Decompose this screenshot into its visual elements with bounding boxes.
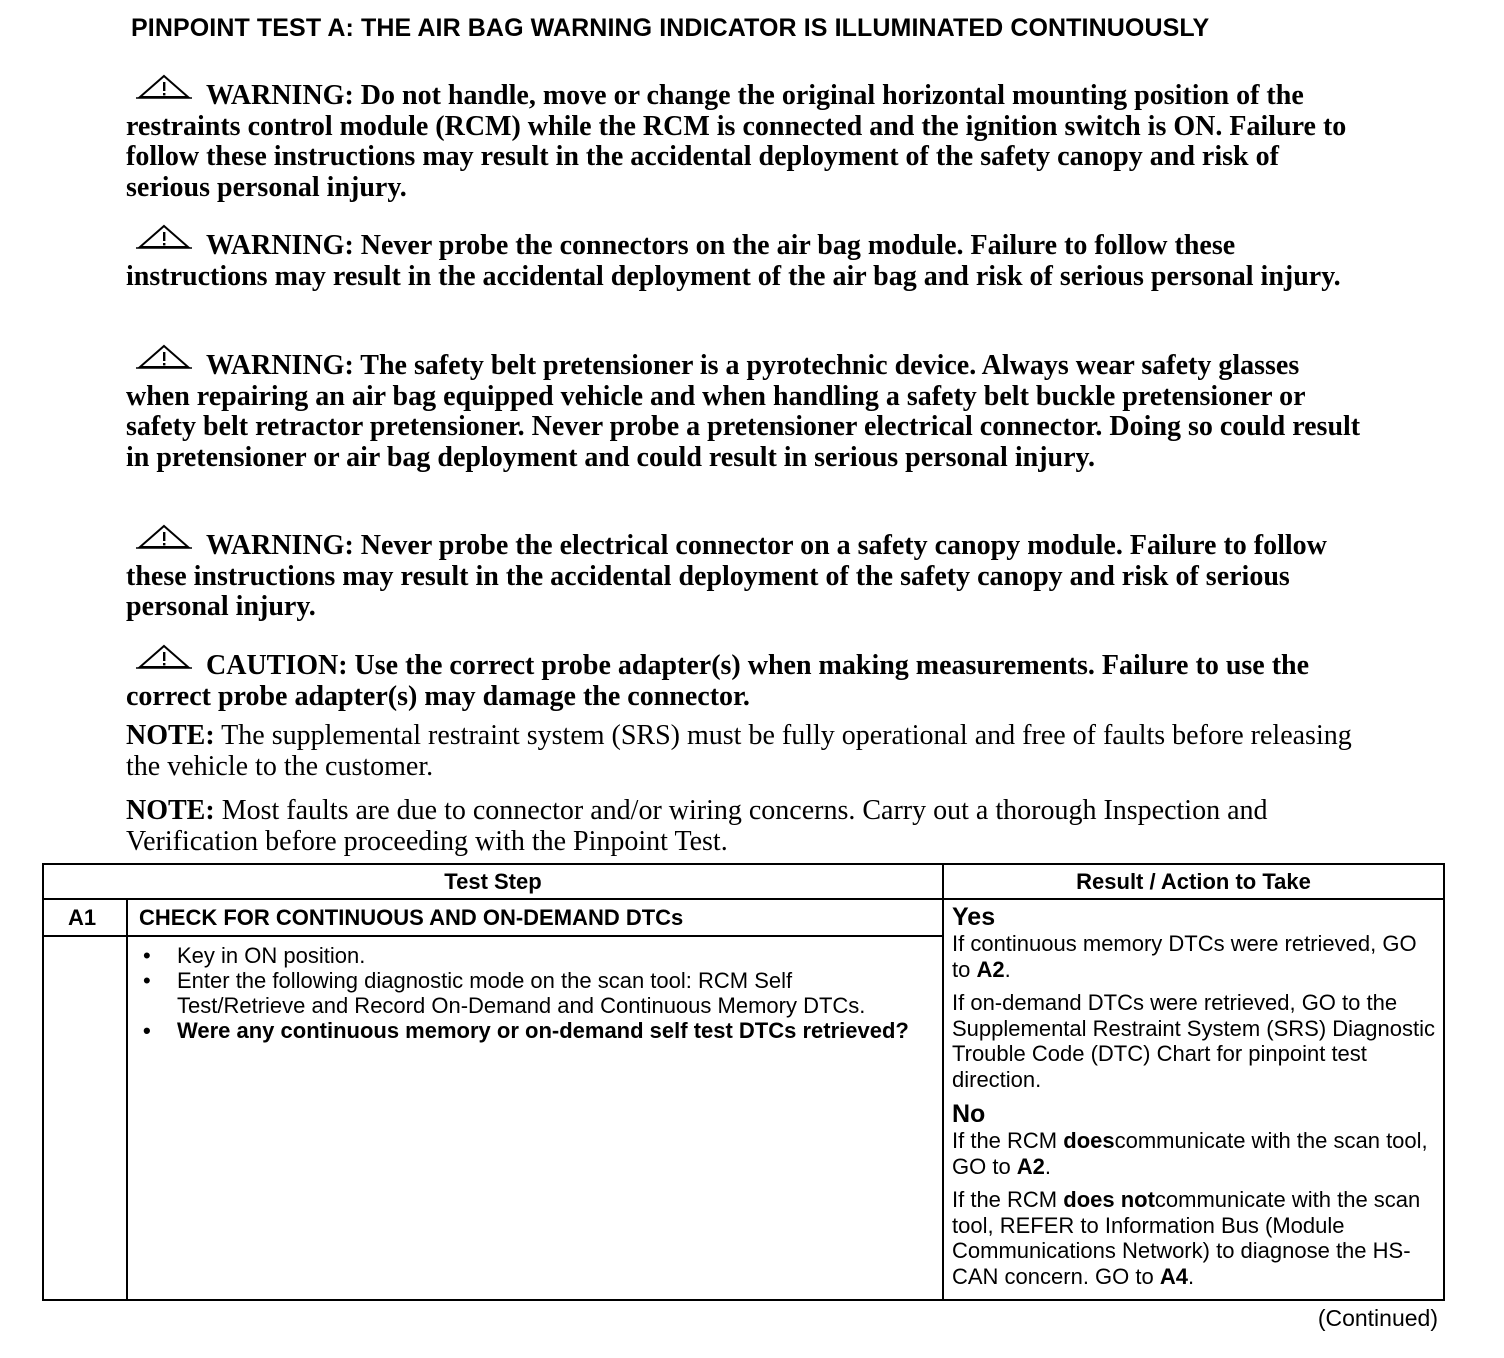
warning-triangle-icon xyxy=(136,74,192,100)
no-result-1: If the RCM doescommunicate with the scan tool, GO to A2. xyxy=(952,1128,1428,1179)
step-instructions xyxy=(139,943,919,1043)
warning-triangle-icon xyxy=(136,524,192,550)
warning-4-text: WARNING: Never probe the electrical connector on a safety canopy module. Failure to follow these instructions may result in the accidental deployment of the safety canopy and risk of serious personal injury. xyxy=(126,530,1327,622)
warning-3 xyxy=(126,344,1366,473)
warning-2 xyxy=(126,224,1366,292)
page-title: PINPOINT TEST A: THE AIR BAG WARNING INDICATOR IS ILLUMINATED CONTINUOUSLY xyxy=(131,14,1210,42)
warning-1 xyxy=(126,74,1366,203)
list-item: • Enter the following diagnostic mode on the scan tool: RCM Self Test/Retrieve and Record On-Demand and Continuous Memory DTCs. xyxy=(139,968,919,1018)
warning-triangle-icon xyxy=(136,224,192,250)
yes-label: Yes xyxy=(952,903,996,931)
note-1-text: The supplemental restraint system (SRS) must be fully operational and free of faults before releasing the vehicle to the customer. xyxy=(126,720,1352,782)
note-2 xyxy=(126,795,1366,857)
warning-triangle-icon xyxy=(136,344,192,370)
yes-result-2: If on-demand DTCs were retrieved, GO to the Supplemental Restraint System (SRS) Diagnostic Trouble Code (DTC) Chart for pinpoint test direction. xyxy=(952,990,1435,1092)
header-test-step: Test Step xyxy=(444,869,542,894)
warning-triangle-icon xyxy=(136,644,192,670)
step-title: CHECK FOR CONTINUOUS AND ON-DEMAND DTCs xyxy=(139,905,684,930)
note-label: NOTE: xyxy=(126,720,215,751)
no-label: No xyxy=(952,1100,986,1128)
pinpoint-test-table xyxy=(42,863,1445,1301)
note-1 xyxy=(126,720,1366,782)
continued-label: (Continued) xyxy=(1317,1305,1438,1331)
step-ref: A2 xyxy=(1016,1153,1045,1179)
no-result-2: If the RCM does notcommunicate with the scan tool, REFER to Information Bus (Module Communications Network) to diagnose the HS-CAN concern. GO to A4. xyxy=(952,1187,1421,1289)
note-label: NOTE: xyxy=(126,795,215,826)
warning-1-text: WARNING: Do not handle, move or change the original horizontal mounting position of the restraints control module (RCM) while the RCM is connected and the ignition switch is ON. Failure to follow these instructions may result in the accidental deployment of the safety canopy and risk of serious personal injury. xyxy=(126,80,1347,203)
list-item: • Were any continuous memory or on-demand self test DTCs retrieved? xyxy=(139,1018,919,1043)
step-ref: A4 xyxy=(1159,1263,1188,1289)
warning-3-text: WARNING: The safety belt pretensioner is a pyrotechnic device. Always wear safety glasses when repairing an air bag equipped vehicle and when handling a safety belt buckle pretensioner or safety belt retractor pretensioner. Never probe a pretensioner electrical connector. Doing so could result in pretensioner or air bag deployment and could result in serious personal injury. xyxy=(126,350,1361,473)
warning-4 xyxy=(126,524,1366,623)
yes-result-1: If continuous memory DTCs were retrieved, GO to A2. xyxy=(952,931,1417,982)
result-action xyxy=(952,903,1437,1297)
step-ref: A2 xyxy=(976,956,1005,982)
caution xyxy=(126,644,1366,712)
header-result-action: Result / Action to Take xyxy=(1076,869,1311,894)
step-id: A1 xyxy=(68,905,97,930)
caution-text: CAUTION: Use the correct probe adapter(s) when making measurements. Failure to use the correct probe adapter(s) may damage the connector. xyxy=(126,650,1310,712)
warning-2-text: WARNING: Never probe the connectors on the air bag module. Failure to follow these instructions may result in the accidental deployment of the air bag and risk of serious personal injury. xyxy=(126,230,1341,292)
note-2-text: Most faults are due to connector and/or wiring concerns. Carry out a thorough Inspection and Verification before proceeding with the Pinpoint Test. xyxy=(126,795,1268,857)
list-item: • Key in ON position. xyxy=(139,943,919,968)
